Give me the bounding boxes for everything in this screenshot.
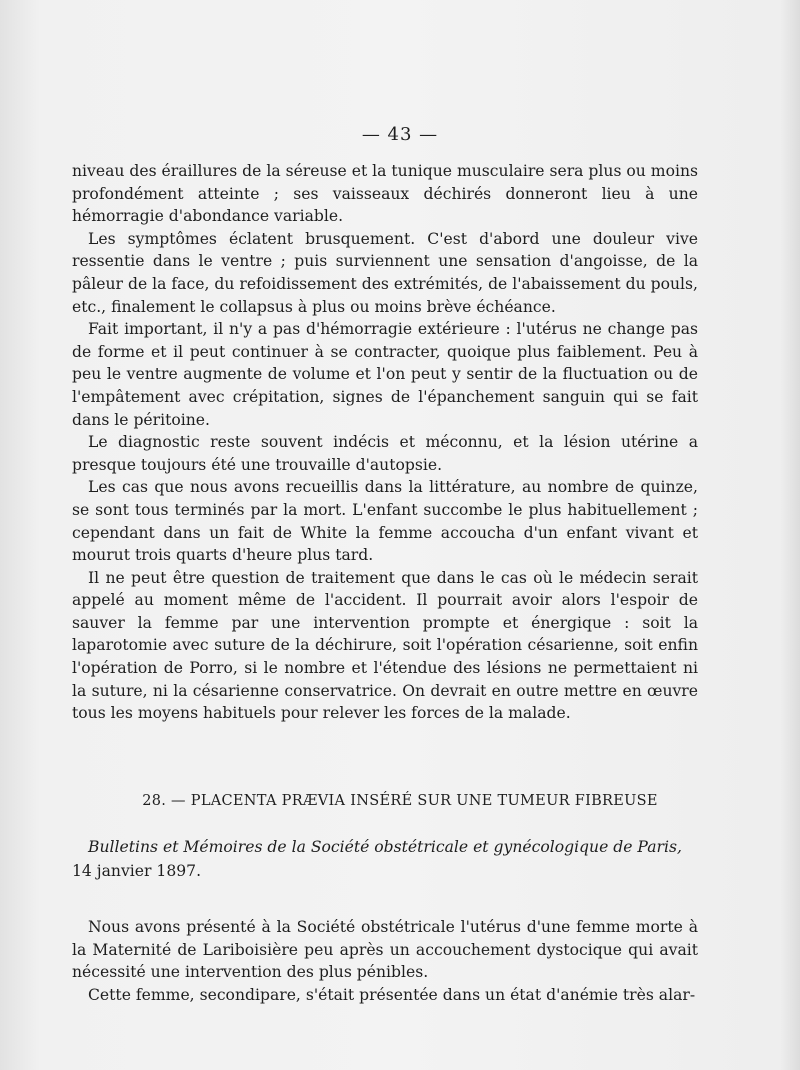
paragraph: Il ne peut être question de traitement que dans le cas où le médecin serait appelé au moment même de l'accident. Il pourrait avoir alors l'espoir de sauver la femme par une intervention prompte et énergique : soit la laparotomie avec suture de la déchirure, soit l'opération césarienne, soit enfin l'opération de Porro, si le nombre et l'étendue des lésions ne permettaient ni la suture, ni la césarienne conservatrice. On devrait en outre mettre en œuvre tous les moyens habituels pour relever les forces de la malade. (72, 568, 698, 723)
paragraph: Les symptômes éclatent brusquement. C'est d'abord une douleur vive ressentie dans le ventre ; puis surviennent une sensation d'angoisse, de la pâleur de la face, du refoidissement des extrémités, de l'abaissement du pouls, etc., finalement le collapsus à plus ou moins brève échéance. (72, 229, 698, 316)
paragraph: Le diagnostic reste souvent indécis et méconnu, et la lésion utérine a presque toujours été une trouvaille d'autopsie. (72, 433, 698, 474)
paragraph: Cette femme, secondipare, s'était présentée dans un état d'anémie très alar- (88, 985, 696, 1004)
body-text-bottom (72, 916, 698, 1006)
paragraph: niveau des éraillures de la séreuse et la tunique musculaire sera plus ou moins profondément atteinte ; ses vaisseaux déchirés donneront lieu à une hémorragie d'abondance variable. (72, 162, 698, 226)
citation-date: 14 janvier 1897. (72, 862, 202, 880)
paragraph: Les cas que nous avons recueillis dans la littérature, au nombre de quinze, se sont tous terminés par la mort. L'enfant succombe le plus habituellement ; cependant dans un fait de White la femme accoucha d'un enfant vivant et mourut trois quarts d'heure plus tard. (72, 478, 698, 565)
body-text-top (72, 160, 698, 725)
paragraph: Nous avons présenté à la Société obstétricale l'utérus d'une femme morte à la Maternité de Lariboisière peu après un accouchement dystocique qui avait nécessité une intervention des plus pénibles. (72, 918, 698, 982)
section-heading: 28. — PLACENTA PRÆVIA INSÉRÉ SUR UNE TUMEUR FIBREUSE (142, 793, 658, 809)
citation (72, 835, 698, 883)
citation-journal: Bulletins et Mémoires de la Société obstétricale et gynécologique de Paris, (88, 838, 682, 856)
page-number: — 43 — (361, 124, 439, 145)
paragraph: Fait important, il n'y a pas d'hémorragie extérieure : l'utérus ne change pas de forme et il peut continuer à se contracter, quoique plus faiblement. Peu à peu le ventre augmente de volume et l'on peut y sentir de la fluctuation ou de l'empâtement avec crépitation, signes de l'épanchement sanguin qui se fait dans le péritoine. (72, 320, 698, 429)
